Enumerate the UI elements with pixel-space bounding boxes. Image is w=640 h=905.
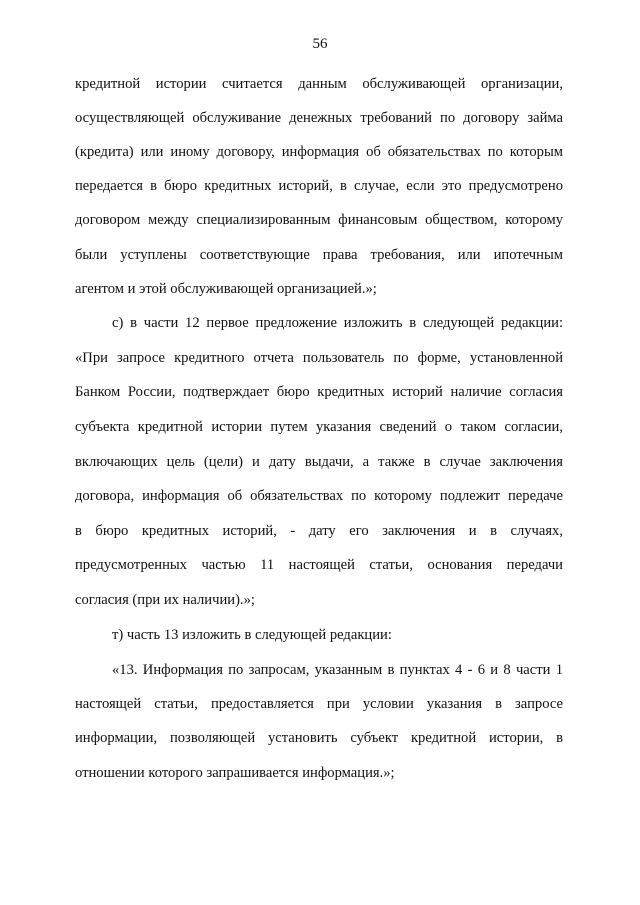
text-line: предусмотренных частью 11 настоящей статьи, основания передачи xyxy=(75,557,563,573)
text-line: Банком России, подтверждает бюро кредитных историй наличие согласия xyxy=(75,384,563,400)
text-line: настоящей статьи, предоставляется при условии указания в запросе xyxy=(75,696,563,712)
text-line: осуществляющей обслуживание денежных требований по договору займа xyxy=(75,110,563,126)
text-line: договором между специализированным финансовым обществом, которому xyxy=(75,212,563,228)
text-line: информации, позволяющей установить субъект кредитной истории, в xyxy=(75,730,563,746)
text-line: кредитной истории считается данным обслуживающей организации, xyxy=(75,76,563,92)
text-line: «13. Информация по запросам, указанным в пунктах 4 - 6 и 8 части 1 xyxy=(112,662,563,678)
text-line: согласия (при их наличии).»; xyxy=(75,592,255,608)
text-line: (кредита) или иному договору, информация об обязательствах по которым xyxy=(75,144,563,160)
text-line: договора, информация об обязательствах по которому подлежит передаче xyxy=(75,488,563,504)
text-line: включающих цель (цели) и дату выдачи, а также в случае заключения xyxy=(75,454,563,470)
text-line: были уступлены соответствующие права требования, или ипотечным xyxy=(75,247,563,263)
page-number: 56 xyxy=(312,36,328,52)
text-line: передается в бюро кредитных историй, в случае, если это предусмотрено xyxy=(75,178,563,194)
text-line: субъекта кредитной истории путем указания сведений о таком согласии, xyxy=(75,419,563,435)
text-line: отношении которого запрашивается информация.»; xyxy=(75,765,395,781)
text-line: в бюро кредитных историй, - дату его заключения и в случаях, xyxy=(75,523,563,539)
text-line: агентом и этой обслуживающей организацией.»; xyxy=(75,281,377,297)
text-line: с) в части 12 первое предложение изложить в следующей редакции: xyxy=(112,315,563,331)
text-line: т) часть 13 изложить в следующей редакции: xyxy=(112,627,392,643)
text-line: «При запросе кредитного отчета пользователь по форме, установленной xyxy=(75,350,563,366)
